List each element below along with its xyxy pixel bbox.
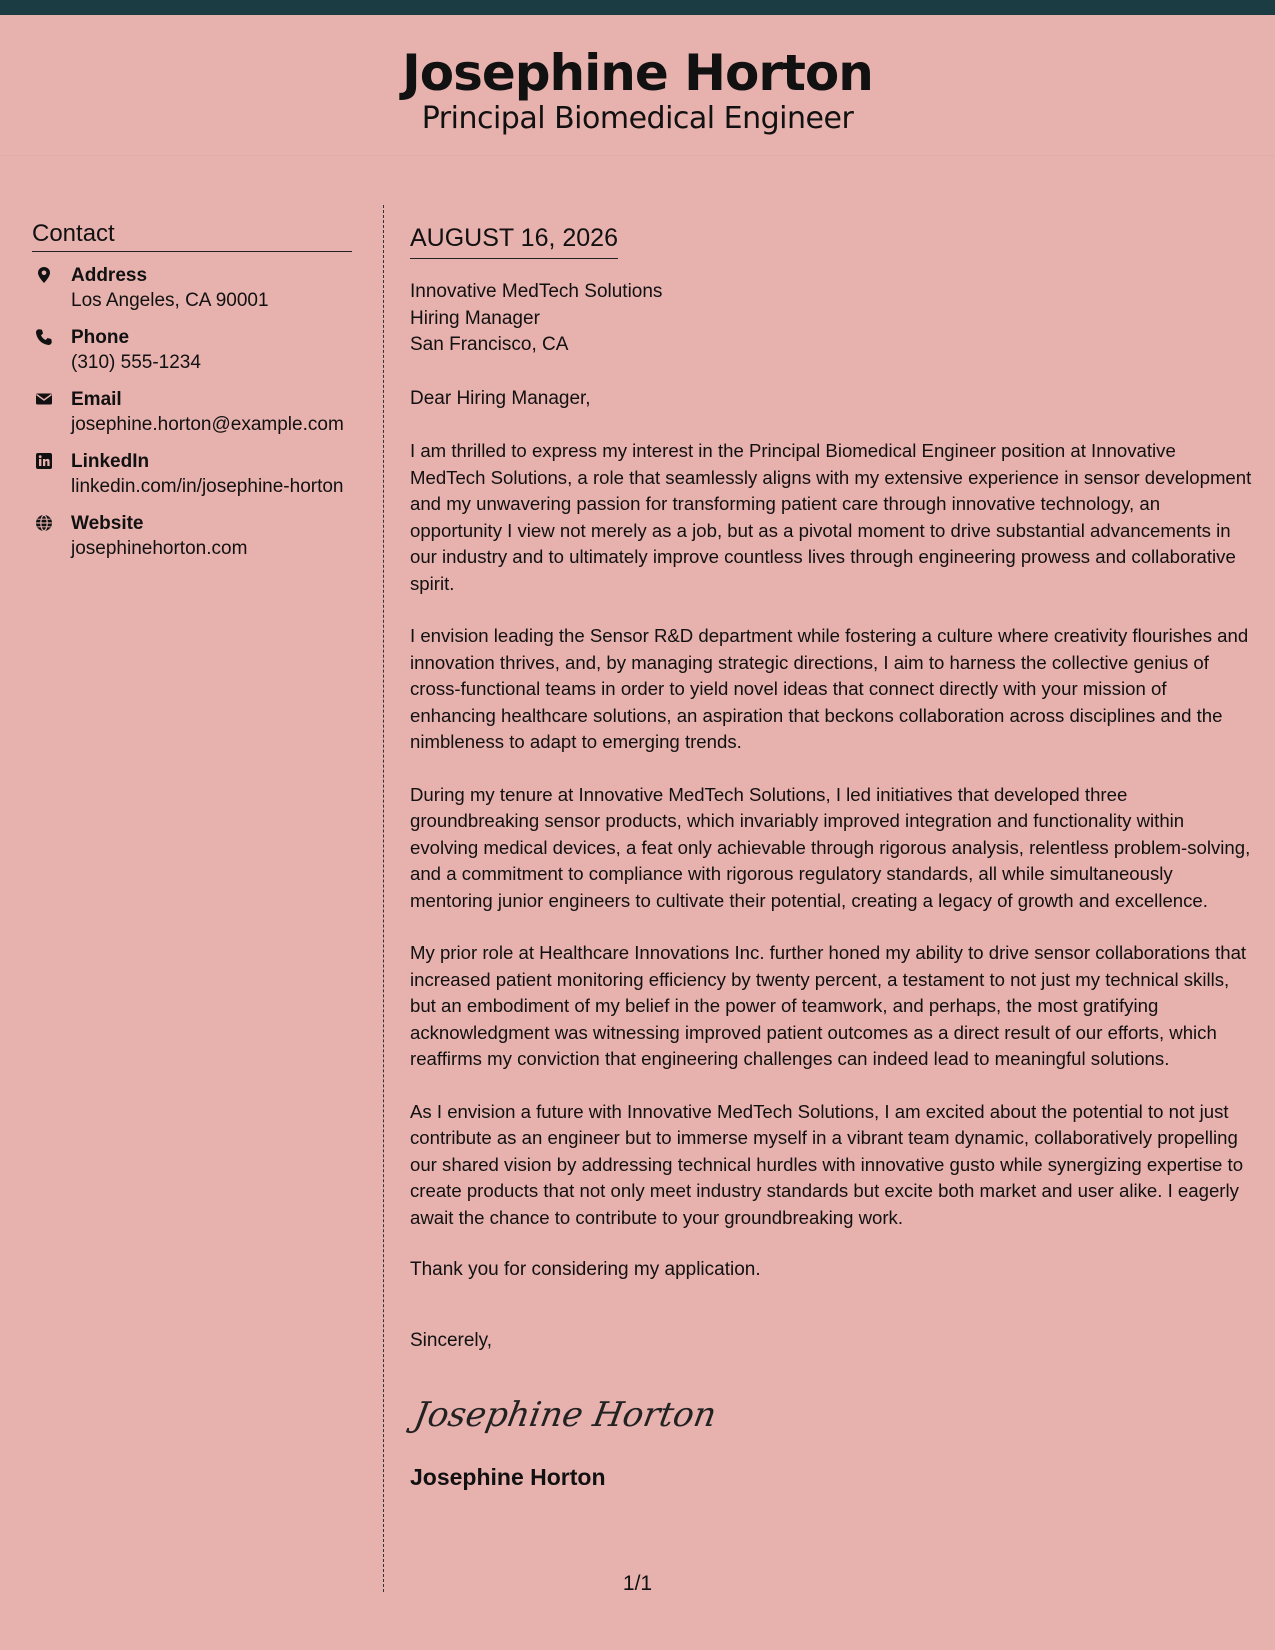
svg-text:Josephine Horton: Josephine Horton (411, 1395, 720, 1435)
contact-website (32, 512, 352, 562)
handwritten-signature (410, 1384, 1255, 1440)
body-paragraph: During my tenure at Innovative MedTech Solutions, I led initiatives that developed three groundbreaking sensor products, which invariably improved integration and functionality within evolving medical devices, a feat only achievable through rigorous analysis, relentless problem-solving, and a commitment to compliance with rigorous regulatory standards, all while simultaneously mentoring junior engineers to cultivate their potential, creating a legacy of growth and excellence. (410, 783, 1251, 911)
salutation: Dear Hiring Manager, (410, 387, 591, 409)
body-paragraph: As I envision a future with Innovative MedTech Solutions, I am excited about the potential to not just contribute as an engineer but to immerse myself in a vibrant team dynamic, collaboratively propelling our shared vision by addressing technical hurdles with innovative gusto while synergizing expertise to create products that not only meet industry standards but excite both market and user alike. I eagerly await the chance to contribute to your groundbreaking work. (410, 1100, 1244, 1228)
contact-heading: Contact (32, 218, 352, 252)
top-accent-bar (0, 0, 1275, 15)
contact-linkedin (32, 450, 352, 500)
phone-value: (310) 555-1234 (71, 352, 201, 373)
body-paragraph: My prior role at Healthcare Innovations Inc. further honed my ability to drive sensor collaborations that increased patient monitoring efficiency by twenty percent, a testament to not just my technical skills, but an embodiment of my belief in the power of teamwork, and perhaps, the most gratifying acknowledgment was witnessing improved patient outcomes as a direct result of our efforts, which reaffirms my conviction that engineering challenges can indeed lead to meaningful solutions. (410, 942, 1247, 1069)
letter-date: AUGUST 16, 2026 (410, 222, 618, 259)
contact-email (32, 388, 352, 438)
linkedin-value: linkedin.com/in/josephine-horton (71, 476, 344, 497)
signer-name: Josephine Horton (410, 1464, 606, 1490)
page-number: 1/1 (622, 1572, 653, 1595)
email-label: Email (71, 389, 122, 410)
recipient-company: Innovative MedTech Solutions (410, 281, 663, 302)
website-value: josephinehorton.com (71, 538, 248, 559)
globe-icon (35, 514, 53, 532)
phone-icon (35, 328, 53, 346)
letter-body (410, 222, 1255, 1492)
address-label: Address (71, 265, 148, 286)
map-pin-icon (35, 266, 53, 284)
contact-address (32, 264, 352, 314)
page-header (0, 15, 1275, 156)
address-value: Los Angeles, CA 90001 (71, 290, 269, 311)
body-paragraph: I am thrilled to express my interest in the Principal Biomedical Engineer position at Innovative MedTech Solutions, a role that seamlessly aligns with my extensive experience in sensor development and my unwavering passion for transforming patient care through innovative technology, an opportunity I view not merely as a job, but as a pivotal moment to drive substantial advancements in our industry and to ultimately improve countless lives through engineering prowess and collaborative spirit. (410, 440, 1252, 594)
envelope-icon (35, 390, 53, 408)
contact-sidebar (32, 218, 352, 562)
recipient-role: Hiring Manager (410, 307, 540, 329)
email-value: josephine.horton@example.com (71, 414, 344, 435)
column-divider (383, 205, 384, 1592)
linkedin-icon (35, 452, 53, 470)
recipient-block (410, 279, 1255, 359)
phone-label: Phone (71, 327, 130, 348)
linkedin-label: LinkedIn (71, 451, 150, 472)
body-paragraph: I envision leading the Sensor R&D department while fostering a culture where creativity flourishes and innovation thrives, and, by managing strategic directions, I aim to harness the collective genius of cross-functional teams in order to yield novel ideas that connect directly with your mission of enhancing healthcare solutions, an aspiration that beckons collaboration across disciplines and the nimbleness to adapt to emerging trends. (410, 625, 1249, 752)
closing: Sincerely, (410, 1329, 493, 1351)
website-label: Website (71, 513, 144, 534)
contact-phone (32, 326, 352, 376)
job-title: Principal Biomedical Engineer (421, 101, 854, 136)
applicant-name: Josephine Horton (402, 44, 873, 102)
recipient-location: San Francisco, CA (410, 334, 569, 355)
thank-you-line: Thank you for considering my application. (410, 1259, 761, 1280)
